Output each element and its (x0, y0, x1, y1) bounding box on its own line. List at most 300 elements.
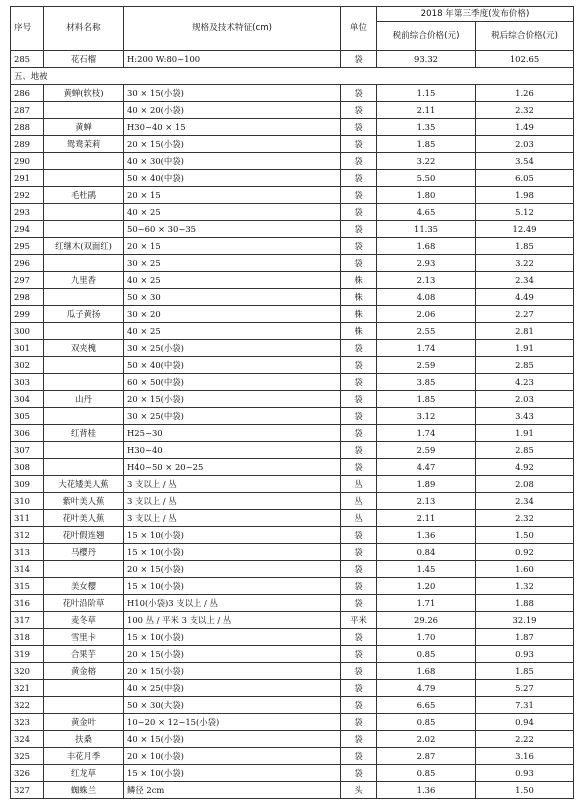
cell-unit: 袋 (341, 221, 377, 238)
cell-spec: 3 支以上 / 丛 (124, 493, 341, 510)
table-row (11, 187, 574, 204)
cell-pre-tax-price: 3.85 (377, 374, 476, 391)
cell-pre-tax-price: 1.85 (377, 136, 476, 153)
table-row (11, 425, 574, 442)
cell-seq: 296 (11, 255, 44, 272)
cell-material-name: 黄金榕 (44, 663, 124, 680)
cell-spec: 鳞径 2cm (124, 782, 341, 799)
cell-post-tax-price: 7.31 (476, 697, 574, 714)
table-row (11, 731, 574, 748)
cell-unit: 袋 (341, 527, 377, 544)
header-post-tax: 税后综合价格(元) (476, 22, 574, 51)
cell-pre-tax-price: 1.15 (377, 85, 476, 102)
cell-material-name: 丰花月季 (44, 748, 124, 765)
cell-pre-tax-price: 1.85 (377, 391, 476, 408)
cell-post-tax-price: 3.54 (476, 153, 574, 170)
table-row (11, 255, 574, 272)
cell-spec: 40 × 25 (124, 272, 341, 289)
cell-post-tax-price: 4.49 (476, 289, 574, 306)
cell-seq: 311 (11, 510, 44, 527)
cell-unit: 株 (341, 272, 377, 289)
table-row (11, 595, 574, 612)
cell-post-tax-price: 2.03 (476, 136, 574, 153)
cell-material-name (44, 289, 124, 306)
cell-pre-tax-price: 1.70 (377, 629, 476, 646)
cell-seq: 325 (11, 748, 44, 765)
cell-unit: 袋 (341, 714, 377, 731)
cell-spec: 15 × 10(小袋) (124, 629, 341, 646)
cell-pre-tax-price: 1.36 (377, 782, 476, 799)
cell-seq: 301 (11, 340, 44, 357)
table-row (11, 561, 574, 578)
header-period: 2018 年第三季度(发布价格) (377, 7, 574, 22)
cell-pre-tax-price: 0.84 (377, 544, 476, 561)
cell-post-tax-price: 6.05 (476, 170, 574, 187)
cell-material-name: 雪里卡 (44, 629, 124, 646)
cell-seq: 314 (11, 561, 44, 578)
cell-pre-tax-price: 1.74 (377, 425, 476, 442)
cell-seq: 290 (11, 153, 44, 170)
cell-seq: 307 (11, 442, 44, 459)
cell-material-name (44, 561, 124, 578)
table-row (11, 748, 574, 765)
cell-spec: 3 支以上 / 丛 (124, 476, 341, 493)
cell-post-tax-price: 5.27 (476, 680, 574, 697)
cell-spec: 30 × 15(小袋) (124, 85, 341, 102)
cell-spec: 50 × 40(中袋) (124, 357, 341, 374)
cell-post-tax-price: 2.85 (476, 442, 574, 459)
cell-seq: 293 (11, 204, 44, 221)
cell-pre-tax-price: 2.55 (377, 323, 476, 340)
price-table-page (10, 6, 573, 799)
cell-spec: 20 × 15(小袋) (124, 646, 341, 663)
cell-post-tax-price: 1.88 (476, 595, 574, 612)
cell-post-tax-price: 1.87 (476, 629, 574, 646)
cell-unit: 袋 (341, 340, 377, 357)
cell-spec: 60 × 50(中袋) (124, 374, 341, 391)
table-row (11, 578, 574, 595)
table-row (11, 459, 574, 476)
cell-seq: 313 (11, 544, 44, 561)
cell-pre-tax-price: 6.65 (377, 697, 476, 714)
cell-pre-tax-price: 1.35 (377, 119, 476, 136)
cell-material-name (44, 697, 124, 714)
cell-pre-tax-price: 1.36 (377, 527, 476, 544)
cell-material-name: 鸳鸯茉莉 (44, 136, 124, 153)
cell-pre-tax-price: 2.59 (377, 442, 476, 459)
cell-pre-tax-price: 0.85 (377, 646, 476, 663)
cell-seq: 317 (11, 612, 44, 629)
cell-pre-tax-price: 1.68 (377, 663, 476, 680)
cell-seq: 295 (11, 238, 44, 255)
cell-unit: 袋 (341, 561, 377, 578)
cell-material-name: 花叶沿阶草 (44, 595, 124, 612)
cell-material-name (44, 102, 124, 119)
cell-unit: 株 (341, 289, 377, 306)
cell-material-name (44, 374, 124, 391)
cell-post-tax-price: 0.93 (476, 765, 574, 782)
cell-post-tax-price: 0.93 (476, 646, 574, 663)
cell-post-tax-price: 1.91 (476, 340, 574, 357)
cell-material-name: 红龙草 (44, 765, 124, 782)
cell-post-tax-price: 1.50 (476, 782, 574, 799)
cell-spec: 50 × 40(中袋) (124, 170, 341, 187)
cell-pre-tax-price: 1.80 (377, 187, 476, 204)
section-title: 五、地被 (11, 68, 574, 85)
cell-unit: 袋 (341, 119, 377, 136)
cell-spec: 20 × 15(小袋) (124, 561, 341, 578)
cell-post-tax-price: 4.92 (476, 459, 574, 476)
cell-unit: 袋 (341, 391, 377, 408)
cell-seq: 324 (11, 731, 44, 748)
cell-seq: 286 (11, 85, 44, 102)
table-row (11, 374, 574, 391)
table-row (11, 238, 574, 255)
cell-post-tax-price: 3.43 (476, 408, 574, 425)
cell-pre-tax-price: 0.85 (377, 765, 476, 782)
table-row (11, 340, 574, 357)
cell-unit: 袋 (341, 646, 377, 663)
cell-spec: 20 × 15 (124, 238, 341, 255)
cell-material-name: 黄蝉 (44, 119, 124, 136)
cell-material-name: 大花矮美人蕉 (44, 476, 124, 493)
cell-pre-tax-price: 2.93 (377, 255, 476, 272)
cell-seq: 306 (11, 425, 44, 442)
cell-seq: 297 (11, 272, 44, 289)
cell-unit: 袋 (341, 595, 377, 612)
cell-post-tax-price: 5.12 (476, 204, 574, 221)
table-row (11, 442, 574, 459)
cell-post-tax-price: 0.94 (476, 714, 574, 731)
cell-pre-tax-price: 5.50 (377, 170, 476, 187)
cell-spec: 50 × 30 (124, 289, 341, 306)
cell-unit: 袋 (341, 578, 377, 595)
cell-pre-tax-price: 11.35 (377, 221, 476, 238)
cell-post-tax-price: 2.03 (476, 391, 574, 408)
cell-post-tax-price: 12.49 (476, 221, 574, 238)
cell-spec: 20 × 10(小袋) (124, 748, 341, 765)
cell-spec: 10~20 × 12~15(小袋) (124, 714, 341, 731)
table-row (11, 306, 574, 323)
cell-post-tax-price: 2.32 (476, 102, 574, 119)
cell-spec: 20 × 15(小袋) (124, 136, 341, 153)
cell-seq: 318 (11, 629, 44, 646)
table-row (11, 765, 574, 782)
cell-seq: 291 (11, 170, 44, 187)
cell-material-name (44, 323, 124, 340)
cell-material-name: 毛杜鹃 (44, 187, 124, 204)
cell-pre-tax-price: 1.74 (377, 340, 476, 357)
cell-material-name: 花叶假连翘 (44, 527, 124, 544)
cell-seq: 321 (11, 680, 44, 697)
cell-pre-tax-price: 2.13 (377, 272, 476, 289)
cell-unit: 袋 (341, 629, 377, 646)
cell-spec: 15 × 10(小袋) (124, 765, 341, 782)
cell-unit: 袋 (341, 408, 377, 425)
cell-pre-tax-price: 2.87 (377, 748, 476, 765)
cell-pre-tax-price: 4.79 (377, 680, 476, 697)
table-row (11, 136, 574, 153)
cell-spec: 40 × 20(小袋) (124, 102, 341, 119)
cell-spec: 50 × 30(大袋) (124, 697, 341, 714)
cell-unit: 袋 (341, 425, 377, 442)
cell-pre-tax-price: 3.22 (377, 153, 476, 170)
cell-unit: 袋 (341, 357, 377, 374)
cell-seq: 289 (11, 136, 44, 153)
cell-spec: 40 × 30(中袋) (124, 153, 341, 170)
cell-seq: 287 (11, 102, 44, 119)
cell-material-name (44, 153, 124, 170)
table-row (11, 102, 574, 119)
cell-unit: 丛 (341, 510, 377, 527)
section-row (11, 68, 574, 85)
cell-unit: 株 (341, 306, 377, 323)
cell-material-name: 合果芋 (44, 646, 124, 663)
cell-spec: 40 × 25 (124, 204, 341, 221)
cell-material-name: 瓜子黄扬 (44, 306, 124, 323)
cell-seq: 300 (11, 323, 44, 340)
cell-post-tax-price: 4.23 (476, 374, 574, 391)
table-row (11, 680, 574, 697)
cell-seq: 309 (11, 476, 44, 493)
cell-seq: 316 (11, 595, 44, 612)
table-row (11, 646, 574, 663)
table-row (11, 629, 574, 646)
cell-material-name: 黄蝉(软枝) (44, 85, 124, 102)
cell-seq: 298 (11, 289, 44, 306)
cell-post-tax-price: 2.34 (476, 493, 574, 510)
cell-post-tax-price: 2.81 (476, 323, 574, 340)
cell-material-name: 九里香 (44, 272, 124, 289)
table-row (11, 391, 574, 408)
cell-unit: 袋 (341, 748, 377, 765)
cell-unit: 袋 (341, 374, 377, 391)
cell-material-name (44, 680, 124, 697)
cell-pre-tax-price: 3.12 (377, 408, 476, 425)
cell-post-tax-price: 2.85 (476, 357, 574, 374)
cell-unit: 袋 (341, 170, 377, 187)
table-row (11, 510, 574, 527)
cell-spec: 20 × 15 (124, 187, 341, 204)
cell-spec: 15 × 10(小袋) (124, 544, 341, 561)
cell-unit: 袋 (341, 85, 377, 102)
cell-post-tax-price: 3.16 (476, 748, 574, 765)
cell-spec: 30 × 25(小袋) (124, 340, 341, 357)
cell-post-tax-price: 2.22 (476, 731, 574, 748)
table-row (11, 272, 574, 289)
cell-post-tax-price: 1.91 (476, 425, 574, 442)
table-row (11, 170, 574, 187)
cell-material-name (44, 170, 124, 187)
cell-material-name (44, 442, 124, 459)
cell-material-name: 麦冬草 (44, 612, 124, 629)
cell-spec: H:200 W:80~100 (124, 51, 341, 68)
cell-unit: 株 (341, 323, 377, 340)
cell-unit: 丛 (341, 493, 377, 510)
cell-material-name: 黄金叶 (44, 714, 124, 731)
cell-spec: 30 × 25(中袋) (124, 408, 341, 425)
cell-pre-tax-price: 1.68 (377, 238, 476, 255)
header-unit: 单位 (341, 7, 377, 51)
cell-post-tax-price: 1.26 (476, 85, 574, 102)
cell-pre-tax-price: 1.20 (377, 578, 476, 595)
cell-pre-tax-price: 1.71 (377, 595, 476, 612)
cell-unit: 袋 (341, 153, 377, 170)
cell-spec: 100 丛 / 平米 3 支以上 / 丛 (124, 612, 341, 629)
cell-spec: H25~30 (124, 425, 341, 442)
cell-material-name: 马樱丹 (44, 544, 124, 561)
cell-post-tax-price: 0.92 (476, 544, 574, 561)
table-row (11, 493, 574, 510)
table-row (11, 714, 574, 731)
cell-pre-tax-price: 2.13 (377, 493, 476, 510)
cell-material-name (44, 221, 124, 238)
cell-pre-tax-price: 1.45 (377, 561, 476, 578)
cell-spec: 15 × 10(小袋) (124, 578, 341, 595)
cell-unit: 袋 (341, 187, 377, 204)
cell-seq: 327 (11, 782, 44, 799)
table-row (11, 527, 574, 544)
cell-pre-tax-price: 0.85 (377, 714, 476, 731)
cell-material-name: 花叶美人蕉 (44, 510, 124, 527)
cell-post-tax-price: 1.85 (476, 663, 574, 680)
cell-spec: 40 × 15(小袋) (124, 731, 341, 748)
cell-material-name (44, 459, 124, 476)
header-pre-tax: 税前综合价格(元) (377, 22, 476, 51)
cell-post-tax-price: 2.08 (476, 476, 574, 493)
cell-seq: 319 (11, 646, 44, 663)
cell-material-name: 山丹 (44, 391, 124, 408)
table-row (11, 697, 574, 714)
cell-pre-tax-price: 4.47 (377, 459, 476, 476)
cell-spec: H30~40 (124, 442, 341, 459)
cell-pre-tax-price: 1.89 (377, 476, 476, 493)
cell-seq: 285 (11, 51, 44, 68)
cell-spec: 20 × 15(小袋) (124, 663, 341, 680)
cell-post-tax-price: 2.32 (476, 510, 574, 527)
header-spec: 规格及技术特征(cm) (124, 7, 341, 51)
table-row (11, 204, 574, 221)
table-row (11, 153, 574, 170)
cell-unit: 袋 (341, 102, 377, 119)
cell-spec: H30~40 × 15 (124, 119, 341, 136)
cell-spec: 3 支以上 / 丛 (124, 510, 341, 527)
cell-material-name: 扶桑 (44, 731, 124, 748)
cell-pre-tax-price: 2.06 (377, 306, 476, 323)
table-row (11, 476, 574, 493)
cell-pre-tax-price: 29.26 (377, 612, 476, 629)
cell-post-tax-price: 32.19 (476, 612, 574, 629)
cell-spec: 40 × 25 (124, 323, 341, 340)
header-name: 材料名称 (44, 7, 124, 51)
cell-material-name: 花石榴 (44, 51, 124, 68)
table-row (11, 612, 574, 629)
cell-spec: 20 × 15(小袋) (124, 391, 341, 408)
cell-seq: 302 (11, 357, 44, 374)
cell-spec: 40 × 25(中袋) (124, 680, 341, 697)
cell-spec: H40~50 × 20~25 (124, 459, 341, 476)
cell-spec: 15 × 10(小袋) (124, 527, 341, 544)
cell-material-name (44, 255, 124, 272)
table-row (11, 51, 574, 68)
cell-seq: 303 (11, 374, 44, 391)
cell-material-name (44, 408, 124, 425)
table-body (11, 51, 574, 799)
cell-seq: 294 (11, 221, 44, 238)
table-row (11, 663, 574, 680)
cell-spec: H10(小袋)3 支以上 / 丛 (124, 595, 341, 612)
price-table (10, 6, 574, 799)
cell-unit: 头 (341, 782, 377, 799)
cell-post-tax-price: 1.49 (476, 119, 574, 136)
cell-unit: 袋 (341, 255, 377, 272)
cell-unit: 袋 (341, 544, 377, 561)
cell-material-name: 红继木(双面红) (44, 238, 124, 255)
cell-material-name: 蜘蛛兰 (44, 782, 124, 799)
table-row (11, 544, 574, 561)
cell-seq: 312 (11, 527, 44, 544)
cell-unit: 袋 (341, 238, 377, 255)
cell-seq: 299 (11, 306, 44, 323)
cell-unit: 袋 (341, 697, 377, 714)
table-row (11, 357, 574, 374)
cell-spec: 30 × 25 (124, 255, 341, 272)
cell-post-tax-price: 102.65 (476, 51, 574, 68)
cell-material-name (44, 204, 124, 221)
cell-unit: 袋 (341, 204, 377, 221)
cell-post-tax-price: 1.98 (476, 187, 574, 204)
cell-seq: 292 (11, 187, 44, 204)
cell-unit: 袋 (341, 663, 377, 680)
cell-pre-tax-price: 4.65 (377, 204, 476, 221)
table-row (11, 289, 574, 306)
cell-material-name (44, 357, 124, 374)
cell-unit: 袋 (341, 459, 377, 476)
cell-post-tax-price: 1.50 (476, 527, 574, 544)
cell-pre-tax-price: 2.11 (377, 510, 476, 527)
table-row (11, 221, 574, 238)
cell-seq: 322 (11, 697, 44, 714)
cell-spec: 50~60 × 30~35 (124, 221, 341, 238)
cell-spec: 30 × 20 (124, 306, 341, 323)
cell-seq: 310 (11, 493, 44, 510)
cell-material-name: 红背桂 (44, 425, 124, 442)
cell-post-tax-price: 2.34 (476, 272, 574, 289)
cell-seq: 305 (11, 408, 44, 425)
cell-post-tax-price: 1.32 (476, 578, 574, 595)
cell-seq: 326 (11, 765, 44, 782)
header-seq: 序号 (11, 7, 44, 51)
cell-material-name: 紫叶美人蕉 (44, 493, 124, 510)
cell-post-tax-price: 2.27 (476, 306, 574, 323)
cell-pre-tax-price: 2.11 (377, 102, 476, 119)
cell-seq: 323 (11, 714, 44, 731)
cell-seq: 308 (11, 459, 44, 476)
cell-material-name: 双夹槐 (44, 340, 124, 357)
cell-pre-tax-price: 93.32 (377, 51, 476, 68)
cell-seq: 315 (11, 578, 44, 595)
cell-pre-tax-price: 2.59 (377, 357, 476, 374)
cell-pre-tax-price: 2.02 (377, 731, 476, 748)
cell-unit: 袋 (341, 51, 377, 68)
cell-unit: 袋 (341, 731, 377, 748)
cell-unit: 袋 (341, 136, 377, 153)
table-row (11, 782, 574, 799)
cell-unit: 平米 (341, 612, 377, 629)
table-row (11, 119, 574, 136)
cell-post-tax-price: 1.60 (476, 561, 574, 578)
table-row (11, 408, 574, 425)
